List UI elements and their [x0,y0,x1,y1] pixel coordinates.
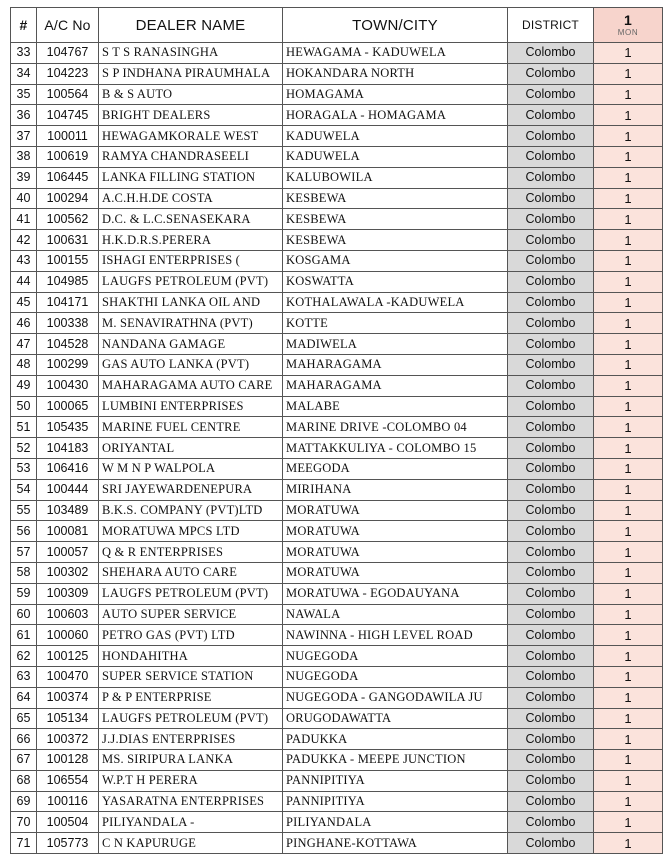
monday-count-cell: 1 [594,521,663,542]
ac-number-cell: 100299 [37,354,99,375]
district-cell: Colombo [508,750,594,771]
monday-count-cell: 1 [594,812,663,833]
row-number-cell: 62 [11,646,37,667]
monday-count-cell: 1 [594,833,663,854]
ac-number-cell: 105134 [37,708,99,729]
ac-number-cell: 100430 [37,375,99,396]
table-row [11,292,663,313]
monday-count-cell: 1 [594,542,663,563]
monday-count-cell: 1 [594,562,663,583]
ac-number-cell: 100338 [37,313,99,334]
monday-count-cell: 1 [594,750,663,771]
monday-count-cell: 1 [594,230,663,251]
table-row [11,625,663,646]
dealer-name-cell: S T S RANASINGHA [99,43,283,64]
table-row [11,666,663,687]
monday-count-cell: 1 [594,791,663,812]
table-row [11,63,663,84]
dealer-name-cell: SHEHARA AUTO CARE [99,562,283,583]
town-city-cell: MORATUWA [283,521,508,542]
town-city-cell: MORATUWA [283,562,508,583]
district-cell: Colombo [508,188,594,209]
town-city-cell: KALUBOWILA [283,167,508,188]
row-number-cell: 54 [11,479,37,500]
row-number-cell: 61 [11,625,37,646]
dealer-name-cell: AUTO SUPER SERVICE [99,604,283,625]
district-cell: Colombo [508,521,594,542]
monday-count-cell: 1 [594,292,663,313]
table-row [11,438,663,459]
ac-number-cell: 104985 [37,271,99,292]
ac-number-cell: 100081 [37,521,99,542]
town-city-cell: KADUWELA [283,146,508,167]
monday-count-cell: 1 [594,146,663,167]
town-city-cell: KOTHALAWALA -KADUWELA [283,292,508,313]
dealer-name-cell: SUPER SERVICE STATION [99,666,283,687]
row-number-cell: 71 [11,833,37,854]
town-city-cell: MIRIHANA [283,479,508,500]
row-number-cell: 43 [11,250,37,271]
dealer-name-cell: B.K.S. COMPANY (PVT)LTD [99,500,283,521]
row-number-cell: 38 [11,146,37,167]
town-city-cell: MATTAKKULIYA - COLOMBO 15 [283,438,508,459]
ac-number-cell: 100309 [37,583,99,604]
row-number-cell: 36 [11,105,37,126]
district-cell: Colombo [508,271,594,292]
table-row [11,417,663,438]
monday-count-cell: 1 [594,708,663,729]
ac-number-cell: 106554 [37,770,99,791]
town-city-cell: PILIYANDALA [283,812,508,833]
row-number-cell: 50 [11,396,37,417]
monday-count-cell: 1 [594,396,663,417]
district-cell: Colombo [508,500,594,521]
town-city-cell: PANNIPITIYA [283,770,508,791]
table-row [11,250,663,271]
ac-number-cell: 100116 [37,791,99,812]
district-cell: Colombo [508,438,594,459]
district-cell: Colombo [508,583,594,604]
dealer-name-cell: RAMYA CHANDRASEELI [99,146,283,167]
district-cell: Colombo [508,833,594,854]
district-cell: Colombo [508,167,594,188]
row-number-cell: 57 [11,542,37,563]
district-cell: Colombo [508,646,594,667]
table-row [11,583,663,604]
table-row [11,791,663,812]
row-number-cell: 59 [11,583,37,604]
ac-number-cell: 100302 [37,562,99,583]
table-row [11,43,663,64]
table-row [11,500,663,521]
table-row [11,646,663,667]
row-number-cell: 66 [11,729,37,750]
town-city-cell: PADUKKA - MEEPE JUNCTION [283,750,508,771]
dealer-name-cell: J.J.DIAS ENTERPRISES [99,729,283,750]
row-number-cell: 44 [11,271,37,292]
monday-count-cell: 1 [594,188,663,209]
town-city-cell: MORATUWA [283,542,508,563]
ac-number-cell: 100294 [37,188,99,209]
dealer-name-cell: C N KAPURUGE [99,833,283,854]
table-row [11,188,663,209]
dealer-name-cell: LUMBINI ENTERPRISES [99,396,283,417]
table-row [11,209,663,230]
town-city-cell: MAHARAGAMA [283,375,508,396]
table-row [11,105,663,126]
town-city-cell: MALABE [283,396,508,417]
district-cell: Colombo [508,417,594,438]
district-cell: Colombo [508,230,594,251]
monday-count-cell: 1 [594,500,663,521]
monday-count-cell: 1 [594,438,663,459]
ac-number-cell: 104528 [37,334,99,355]
ac-number-cell: 104745 [37,105,99,126]
district-cell: Colombo [508,625,594,646]
town-city-cell: HEWAGAMA - KADUWELA [283,43,508,64]
row-number-cell: 52 [11,438,37,459]
row-number-cell: 58 [11,562,37,583]
header-row [11,8,663,43]
district-cell: Colombo [508,146,594,167]
district-cell: Colombo [508,542,594,563]
monday-count-cell: 1 [594,666,663,687]
town-city-cell: KESBEWA [283,188,508,209]
dealer-name-cell: HEWAGAMKORALE WEST [99,126,283,147]
ac-number-cell: 104223 [37,63,99,84]
ac-number-cell: 100065 [37,396,99,417]
ac-number-cell: 100619 [37,146,99,167]
district-cell: Colombo [508,250,594,271]
monday-count-cell: 1 [594,209,663,230]
monday-count-cell: 1 [594,687,663,708]
district-cell: Colombo [508,458,594,479]
town-city-cell: PANNIPITIYA [283,791,508,812]
monday-count-cell: 1 [594,167,663,188]
table-row [11,313,663,334]
district-cell: Colombo [508,666,594,687]
table-row [11,126,663,147]
dealer-name-cell: PILIYANDALA - [99,812,283,833]
district-cell: Colombo [508,334,594,355]
dealer-name-cell: LANKA FILLING STATION [99,167,283,188]
table-row [11,84,663,105]
dealer-table [10,7,663,854]
town-city-cell: MORATUWA [283,500,508,521]
row-number-cell: 41 [11,209,37,230]
town-city-cell: MEEGODA [283,458,508,479]
ac-number-cell: 100470 [37,666,99,687]
dealer-name-cell: M. SENAVIRATHNA (PVT) [99,313,283,334]
monday-count-cell: 1 [594,84,663,105]
table-row [11,375,663,396]
row-number-cell: 45 [11,292,37,313]
ac-number-cell: 100060 [37,625,99,646]
ac-number-cell: 100011 [37,126,99,147]
town-city-cell: HOKANDARA NORTH [283,63,508,84]
row-number-cell: 47 [11,334,37,355]
ac-number-cell: 100125 [37,646,99,667]
district-cell: Colombo [508,313,594,334]
header-ac-no: A/C No [37,8,99,43]
row-number-cell: 67 [11,750,37,771]
town-city-cell: HOMAGAMA [283,84,508,105]
monday-count-cell: 1 [594,250,663,271]
table-row [11,458,663,479]
monday-count-cell: 1 [594,354,663,375]
monday-count-cell: 1 [594,271,663,292]
town-city-cell: KESBEWA [283,209,508,230]
dealer-name-cell: LAUGFS PETROLEUM (PVT) [99,271,283,292]
row-number-cell: 63 [11,666,37,687]
table-row [11,770,663,791]
district-cell: Colombo [508,63,594,84]
row-number-cell: 33 [11,43,37,64]
monday-count-cell: 1 [594,729,663,750]
row-number-cell: 39 [11,167,37,188]
dealer-name-cell: ORIYANTAL [99,438,283,459]
dealer-name-cell: MS. SIRIPURA LANKA [99,750,283,771]
row-number-cell: 35 [11,84,37,105]
monday-count-cell: 1 [594,770,663,791]
dealer-name-cell: Q & R ENTERPRISES [99,542,283,563]
district-cell: Colombo [508,43,594,64]
header-day-name: MON [617,28,639,37]
ac-number-cell: 104767 [37,43,99,64]
dealer-name-cell: BRIGHT DEALERS [99,105,283,126]
ac-number-cell: 103489 [37,500,99,521]
table-row [11,271,663,292]
table-row [11,334,663,355]
table-row [11,479,663,500]
district-cell: Colombo [508,687,594,708]
header-town-city: TOWN/CITY [283,8,508,43]
district-cell: Colombo [508,770,594,791]
town-city-cell: KOSGAMA [283,250,508,271]
town-city-cell: KADUWELA [283,126,508,147]
row-number-cell: 49 [11,375,37,396]
dealer-name-cell: D.C. & L.C.SENASEKARA [99,209,283,230]
table-row [11,604,663,625]
district-cell: Colombo [508,791,594,812]
monday-count-cell: 1 [594,334,663,355]
row-number-cell: 60 [11,604,37,625]
table-row [11,146,663,167]
dealer-name-cell: P & P ENTERPRISE [99,687,283,708]
table-body [11,43,663,854]
ac-number-cell: 106445 [37,167,99,188]
row-number-cell: 46 [11,313,37,334]
dealer-name-cell: SRI JAYEWARDENEPURA [99,479,283,500]
dealer-name-cell: A.C.H.H.DE COSTA [99,188,283,209]
table-row [11,354,663,375]
ac-number-cell: 105435 [37,417,99,438]
ac-number-cell: 100444 [37,479,99,500]
ac-number-cell: 100564 [37,84,99,105]
dealer-name-cell: B & S AUTO [99,84,283,105]
monday-count-cell: 1 [594,625,663,646]
district-cell: Colombo [508,292,594,313]
header-district: DISTRICT [508,8,594,43]
town-city-cell: KOSWATTA [283,271,508,292]
row-number-cell: 53 [11,458,37,479]
header-dealer-name: DEALER NAME [99,8,283,43]
ac-number-cell: 100631 [37,230,99,251]
table-row [11,562,663,583]
town-city-cell: PADUKKA [283,729,508,750]
ac-number-cell: 104183 [37,438,99,459]
ac-number-cell: 100372 [37,729,99,750]
table-row [11,542,663,563]
town-city-cell: NUGEGODA [283,666,508,687]
monday-count-cell: 1 [594,126,663,147]
dealer-name-cell: MAHARAGAMA AUTO CARE [99,375,283,396]
ac-number-cell: 104171 [37,292,99,313]
ac-number-cell: 100562 [37,209,99,230]
town-city-cell: NUGEGODA - GANGODAWILA JU [283,687,508,708]
monday-count-cell: 1 [594,417,663,438]
dealer-name-cell: ISHAGI ENTERPRISES ( [99,250,283,271]
table-row [11,812,663,833]
row-number-cell: 40 [11,188,37,209]
dealer-name-cell: HONDAHITHA [99,646,283,667]
row-number-cell: 56 [11,521,37,542]
town-city-cell: NAWALA [283,604,508,625]
dealer-name-cell: S P INDHANA PIRAUMHALA [99,63,283,84]
table-row [11,230,663,251]
ac-number-cell: 100128 [37,750,99,771]
district-cell: Colombo [508,126,594,147]
row-number-cell: 65 [11,708,37,729]
dealer-name-cell: W.P.T H PERERA [99,770,283,791]
row-number-cell: 51 [11,417,37,438]
table-row [11,750,663,771]
town-city-cell: MAHARAGAMA [283,354,508,375]
monday-count-cell: 1 [594,604,663,625]
district-cell: Colombo [508,84,594,105]
dealer-name-cell: LAUGFS PETROLEUM (PVT) [99,708,283,729]
town-city-cell: PINGHANE-KOTTAWA [283,833,508,854]
table-row [11,833,663,854]
row-number-cell: 55 [11,500,37,521]
district-cell: Colombo [508,209,594,230]
dealer-name-cell: YASARATNA ENTERPRISES [99,791,283,812]
monday-count-cell: 1 [594,646,663,667]
row-number-cell: 37 [11,126,37,147]
row-number-cell: 34 [11,63,37,84]
monday-count-cell: 1 [594,583,663,604]
town-city-cell: MADIWELA [283,334,508,355]
ac-number-cell: 105773 [37,833,99,854]
dealer-name-cell: SHAKTHI LANKA OIL AND [99,292,283,313]
dealer-name-cell: H.K.D.R.S.PERERA [99,230,283,251]
ac-number-cell: 100374 [37,687,99,708]
district-cell: Colombo [508,729,594,750]
table-header [11,8,663,43]
district-cell: Colombo [508,105,594,126]
monday-count-cell: 1 [594,43,663,64]
ac-number-cell: 100057 [37,542,99,563]
row-number-cell: 64 [11,687,37,708]
row-number-cell: 70 [11,812,37,833]
monday-count-cell: 1 [594,458,663,479]
row-number-cell: 48 [11,354,37,375]
dealer-name-cell: W M N P WALPOLA [99,458,283,479]
town-city-cell: KOTTE [283,313,508,334]
row-number-cell: 42 [11,230,37,251]
monday-count-cell: 1 [594,63,663,84]
district-cell: Colombo [508,479,594,500]
dealer-name-cell: MORATUWA MPCS LTD [99,521,283,542]
district-cell: Colombo [508,562,594,583]
district-cell: Colombo [508,812,594,833]
dealer-name-cell: NANDANA GAMAGE [99,334,283,355]
town-city-cell: KESBEWA [283,230,508,251]
town-city-cell: ORUGODAWATTA [283,708,508,729]
district-cell: Colombo [508,396,594,417]
town-city-cell: NUGEGODA [283,646,508,667]
dealer-name-cell: GAS AUTO LANKA (PVT) [99,354,283,375]
dealer-name-cell: LAUGFS PETROLEUM (PVT) [99,583,283,604]
ac-number-cell: 106416 [37,458,99,479]
table-row [11,708,663,729]
dealer-list-sheet [10,7,662,854]
dealer-name-cell: MARINE FUEL CENTRE [99,417,283,438]
district-cell: Colombo [508,354,594,375]
monday-count-cell: 1 [594,375,663,396]
district-cell: Colombo [508,604,594,625]
town-city-cell: NAWINNA - HIGH LEVEL ROAD [283,625,508,646]
table-row [11,396,663,417]
town-city-cell: MORATUWA - EGODAUYANA [283,583,508,604]
header-number: # [11,8,37,43]
ac-number-cell: 100504 [37,812,99,833]
header-day-number: 1 [624,12,632,28]
monday-count-cell: 1 [594,313,663,334]
table-row [11,521,663,542]
town-city-cell: MARINE DRIVE -COLOMBO 04 [283,417,508,438]
row-number-cell: 68 [11,770,37,791]
monday-count-cell: 1 [594,479,663,500]
table-row [11,687,663,708]
dealer-name-cell: PETRO GAS (PVT) LTD [99,625,283,646]
table-row [11,167,663,188]
district-cell: Colombo [508,375,594,396]
town-city-cell: HORAGALA - HOMAGAMA [283,105,508,126]
table-row [11,729,663,750]
monday-count-cell: 1 [594,105,663,126]
ac-number-cell: 100155 [37,250,99,271]
header-day-column [594,8,663,43]
row-number-cell: 69 [11,791,37,812]
ac-number-cell: 100603 [37,604,99,625]
district-cell: Colombo [508,708,594,729]
